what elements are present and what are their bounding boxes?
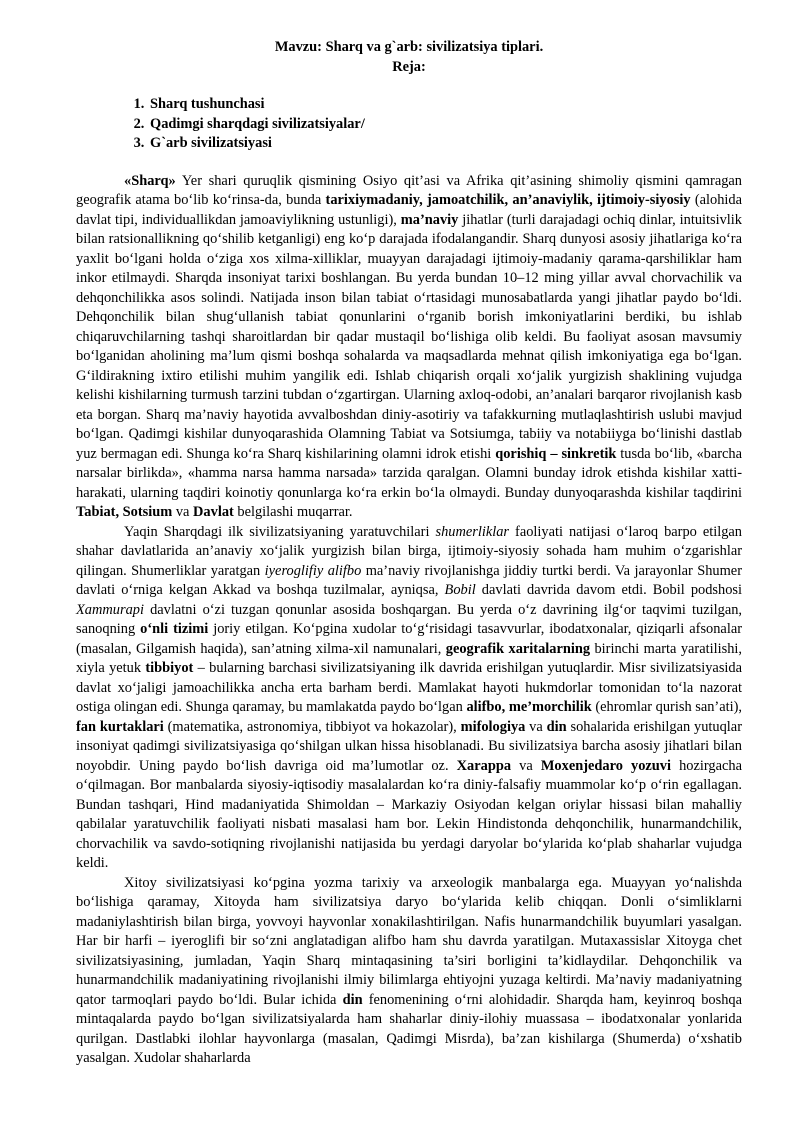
text-run: Yer shari quruqlik qismining Osiyo qit’asi va Afrika qit’asining shimoliy qismini qamragan geografik atama bo‘lib ko‘rinsa-da, bunda — [76, 172, 742, 208]
text-run: hozirgacha o‘qilmagan. Bor manbalarda siyosiy-iqtisodiy masalalardan ko‘ra diniy-falsafiy muammolar ko‘p o‘rin egallagan. Bundan tashqari, Hind madaniyatida Shimoldan – Markaziy Osiyodan kelgan oriylar hissasi bilan mahalliy qabilalar yaratuvchilik faoliyati nisbati masalasi ham bor. Lekin Hindistonda dehqonchilik, hunarmandchilik, chorvachilik va savdo-sotiqning rivojlanishi natijasida bu yerdagi daryolar bo‘ylarida ko‘plab shaharlar vujudga keldi. — [76, 757, 742, 871]
text-run: va — [511, 757, 541, 774]
text-run: (ehromlar qurish san’ati), — [591, 699, 742, 715]
plan-heading: Reja: — [392, 58, 426, 75]
bold-text-run: Tabiat, Sotsium — [76, 504, 173, 520]
paragraph-xitoy — [76, 874, 742, 1069]
text-run: belgilashi muqarrar. — [233, 504, 353, 520]
bold-text-run: «Sharq» — [124, 172, 176, 189]
text-run: va — [172, 504, 194, 520]
text-run: davlati davrida davom etdi. Bobil podshosi — [475, 582, 742, 598]
page-title: Mavzu: Sharq va g`arb: sivilizatsiya tiplari. — [274, 39, 544, 55]
text-run: Xitoy sivilizatsiyasi ko‘pgina yozma tarixiy va arxeologik manbalarga ega. Muayyan yo‘nalishda bo‘lishiga qaramay, Xitoyda ham sivilizatsiya daryo bo‘ylarida kelib chiqqan. Donli o‘simliklarni madaniylashtirish bilan birga, yovvoyi hayvonlar xonakilashtirilgan. Nafis hunarmandchilik buyumlari yasalgan. Har bir harfi – iyeroglifi bir so‘zni anglatadigan alifbo ham shu davrda yaratilgan. Mutaxassislar Xitoyga chet sivilizatsiyasining, jumladan, Yaqin Sharq mintaqasining ta’siri borligini ta’kidlaydilar. Dehqonchilik va hunarmandchilik madaniyatining rivojlanishi ilmiy bilimlarga ehtiyojni yuzaga keltirdi. Ma’naviy madaniyatning qator tarmoqlari paydo bo‘ldi. Bular ichida — [76, 874, 742, 1008]
bold-text-run: din — [546, 718, 567, 735]
bold-text-run: tarixiymadaniy, jamoatchilik, an’anaviylik, ijtimoiy-siyosiy — [325, 192, 691, 208]
paragraph-yaqin-sharq — [76, 523, 742, 874]
bold-text-run: fan kurtaklari — [76, 718, 164, 735]
text-run: Yaqin Sharqdagi ilk sivilizatsiyaning yaratuvchilari — [124, 523, 436, 540]
bold-text-run: ma’naviy — [400, 211, 459, 228]
plan-item: 1. Sharq tushunchasi — [148, 95, 742, 115]
bold-text-run: qorishiq – sinkretik — [495, 445, 617, 462]
bold-text-run: Moxenjedaro yozuvi — [540, 757, 671, 774]
bold-text-run: alifbo, me’morchilik — [466, 699, 592, 715]
bold-text-run: o‘nli tizimi — [140, 621, 209, 637]
bold-text-run: geografik xaritalarning — [445, 640, 591, 657]
text-run: va — [525, 718, 547, 735]
italic-text-run: Bobil — [444, 582, 476, 598]
text-run: birinchi marta yaratilishi, xiyla yetuk — [76, 640, 742, 676]
italic-text-run: iyeroglifiy alifbo — [264, 562, 362, 579]
text-run: ma’naviy rivojlanishga jiddiy turtki berdi. Va jarayonlar Shumer davlati o‘rniga kelgan Akkad va boshqa tuzilmalar, ayniqsa, — [76, 562, 742, 598]
bold-text-run: Xarappa — [456, 757, 512, 774]
text-run: – bularning barchasi sivilizatsiyaning ilk davrida erishilgan yutuqlardir. Misr sivilizatsiyasida davlat xo‘jaligi jamoachilikka ancha erta barham berdi. Mamlakat hayoti hukmdorlar tomonidan to‘la nazorat ostiga olingan edi. Shunga qaramay, bu mamlakatda paydo bo‘lgan — [76, 660, 742, 715]
plan-item: 3. G`arb sivilizatsiyasi — [148, 134, 742, 154]
text-run: jihatlar (turli darajadagi ochiq dinlar, intuitsivlik bilan ratsionallikning qo‘shilib ketganligi) eng ko‘p darajada ifodalangandir. Sharq dunyosi asosiy jihatlariga ko‘ra yaxlit bo‘lgani holda o‘ziga xos xilma-xilliklar, muayyan darajadagi ijtimoiy-madaniy qarama-qarshiliklar ham inkor etilmaydi. Sharqda insoniyat tarixi boshlangan. Bu yerda bundan 10–12 ming yillar avval chorvachilik va dehqonchilikka asos solindi. Natijada inson bilan tabiat o‘rtasidagi munosabatlarda yangi jihatlar paydo bo‘ldi. Dehqonchilik bilan shug‘ullanish tabiat qonunlarini o‘rganib borish imkoniyatlarini berdiki, bu ishlab chiqaruvchilarning tashqi sharoitlardan bir qadar mustaqil bo‘lishiga olib keldi. Bu faoliyat asosan mavsumiy bo‘lganidan aholining ma’lum qismi boshqa sohalarda va maqsadlarda mehnat qilish imkoniyatiga ega bo‘lgan. G‘ildirakning ixtiro etilishi muhim yangilik edi. Ishlab chiqarish orqali xo‘jalik yurgizish shaklining vujudga kelishi kishilarning turmush tarzini tubdan o‘zgartirgan. Ularning axloq-odobi, an’analari barqaror rivojlanish kasb eta borgan. Sharq ma’naviy hayotida avvalboshdan diniy-asotiriy va tafakkurning mutlaqlashtirish uslubi mavjud bo‘lgan. Qadimgi kishilar dunyoqarashida Olamning Tabiat va Sotsiumga, tabiiy va notabiiyga bo‘linishi dastlab yuz bermagan edi. Shunga ko‘ra Sharq kishilarining olamni idrok etishi — [76, 211, 742, 462]
text-run: fenomenining o‘rni alohidadir. Sharqda ham, keyinroq boshqa mintaqalarda paydo bo‘lgan sivilizatsiyalarda ham shaharlar diniy-ilohiy muassasa – ibodatxonalar yonlarida qurilgan. Dastlabki ilohlar hayvonlarga (masalan, Qadimgi Misrda), ba’zan kishilarga (Shumerda) o‘xshatib yasalgan. Xudolar shaharlarda — [76, 991, 742, 1066]
plan-list — [76, 95, 742, 154]
text-run: (alohida davlat tipi, individuallikdan jamoaviylikning ustunligi), — [76, 192, 743, 228]
text-run: joriy etilgan. Ko‘pgina xudolar to‘g‘risidagi tasavvurlar, ibodatxonalar, qiziqarli afsonalar (masalan, Gilgamish haqida), san’atning xilma-xil namunalari, — [76, 621, 742, 657]
text-run: davlatni o‘zi tuzgan qonunlar asosida boshqargan. Bu yerda o‘z davrining ilg‘or taqvimi tuzilgan, sanoqning — [76, 601, 742, 637]
text-run: faoliyati natijasi o‘laroq barpo etilgan shahar davlatlarida an’anaviy xo‘jalik yurgizish bilan birga, ijtimoiy-siyosiy sohada ham muhim o‘zgarishlar qilingan. Shumerliklar yaratgan — [76, 523, 742, 579]
italic-text-run: Xammurapi — [76, 601, 144, 618]
text-run: sohalarida erishilgan yutuqlar insoniyat qadimgi sivilizatsiyasiga qo‘shilgan ulkan hissa hisoblanadi. Bu sivilizatsiya barcha asosiy jihatlari bilan noyobdir. Uning paydo bo‘lish davriga oid ma’lumotlar oz. — [76, 718, 742, 774]
bold-text-run: mifologiya — [460, 718, 526, 735]
italic-text-run: shumerliklar — [435, 523, 510, 540]
paragraph-sharq — [76, 172, 742, 523]
plan-item: 2. Qadimgi sharqdagi sivilizatsiyalar/ — [148, 115, 742, 135]
text-run: tusda bo‘lib, «barcha narsalar birlikda», «hamma narsa hamma narsada» tarzida qaralgan. Olamni bunday idrok etishda kishilar xatti-harakati, ularning taqdiri koinotiy qonunlarga ko‘ra erkin bo‘la olmaydi. Bunday dunyoqarashda kishilar taqdirini — [76, 445, 743, 501]
bold-text-run: din — [342, 991, 363, 1008]
bold-text-run: Davlat — [193, 504, 234, 520]
text-run: (matematika, astronomiya, tibbiyot va hokazolar), — [163, 718, 461, 735]
bold-text-run: tibbiyot — [145, 660, 194, 676]
